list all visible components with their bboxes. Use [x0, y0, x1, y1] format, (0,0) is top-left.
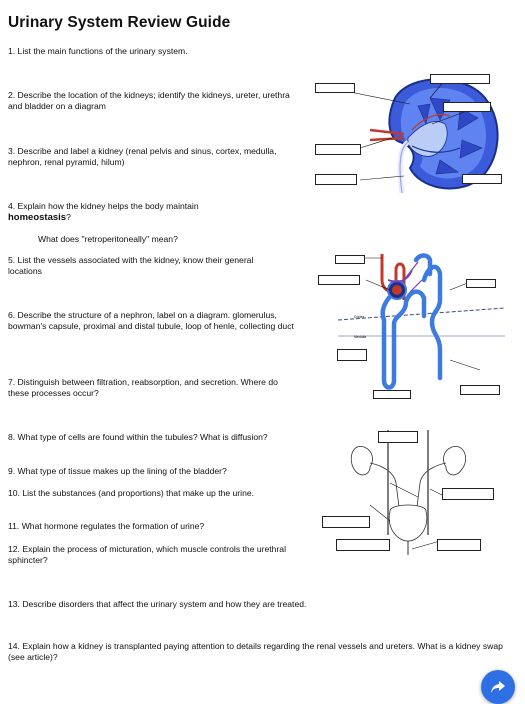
- question-4-term: homeostasis?: [8, 212, 71, 223]
- kidney-label-box-2[interactable]: [315, 83, 355, 93]
- page-title: Urinary System Review Guide: [8, 14, 231, 31]
- question-8: 8. What type of cells are found within the tubules? What is diffusion?: [8, 432, 268, 442]
- question-4-sub: What does "retroperitoneally" mean?: [38, 234, 178, 244]
- question-10: 10. List the substances (and proportions) that make up the urine.: [8, 488, 255, 498]
- question-11: 11. What hormone regulates the formation of urine?: [8, 521, 205, 531]
- nephron-label-box-6[interactable]: [460, 385, 500, 395]
- tract-label-box-4[interactable]: [336, 539, 390, 551]
- question-13: 13. Describe disorders that affect the urinary system and how they are treated.: [8, 599, 307, 609]
- share-button[interactable]: [481, 670, 515, 704]
- question-1: 1. List the main functions of the urinary system.: [8, 46, 188, 56]
- question-5: 5. List the vessels associated with the kidney, know their general locations: [8, 255, 254, 276]
- nephron-label-box-5[interactable]: [373, 390, 411, 399]
- question-3: 3. Describe and label a kidney (renal pelvis and sinus, cortex, medulla, nephron, renal pyramid, hilum): [8, 146, 277, 167]
- nephron-diagram: [300, 240, 515, 400]
- question-7: 7. Distinguish between filtration, reabsorption, and secretion. Where do these processes occur?: [8, 377, 278, 398]
- question-2: 2. Describe the location of the kidneys; identify the kidneys, ureter, urethra and bladder on a diagram: [8, 90, 290, 111]
- tract-label-box-3[interactable]: [322, 516, 370, 528]
- nephron-label-box-4[interactable]: [337, 349, 367, 361]
- tract-label-box-1[interactable]: [378, 431, 418, 443]
- kidney-label-box-5[interactable]: [315, 174, 357, 185]
- tract-label-box-2[interactable]: [442, 488, 494, 500]
- kidney-label-box-3[interactable]: [443, 102, 491, 112]
- tract-label-box-5[interactable]: [437, 539, 481, 551]
- question-6: 6. Describe the structure of a nephron, label on a diagram. glomerulus, bowman's capsule, proximal and distal tubule, loop of henle, collecting duct: [8, 310, 294, 331]
- homeostasis-term: homeostasis: [8, 212, 67, 223]
- kidney-label-box-4[interactable]: [315, 144, 361, 155]
- question-4: 4. Explain how the kidney helps the body maintain: [8, 201, 199, 211]
- medulla-label: Medulla: [354, 335, 367, 339]
- kidney-label-box-6[interactable]: [462, 174, 502, 184]
- question-14: 14. Explain how a kidney is transplanted paying attention to details regarding the renal vessels and ureters. What is a kidney swap (see article)?: [8, 641, 503, 662]
- kidney-label-box-1[interactable]: [430, 74, 490, 84]
- nephron-label-box-3[interactable]: [466, 279, 496, 288]
- nephron-label-box-1[interactable]: [335, 255, 365, 264]
- question-9: 9. What type of tissue makes up the lining of the bladder?: [8, 466, 227, 476]
- share-arrow-icon: [490, 680, 506, 694]
- question-12: 12. Explain the process of micturation, which muscle controls the urethral sphincter?: [8, 544, 286, 565]
- cortex-label: Cortex: [354, 315, 365, 319]
- nephron-label-box-2[interactable]: [318, 275, 360, 285]
